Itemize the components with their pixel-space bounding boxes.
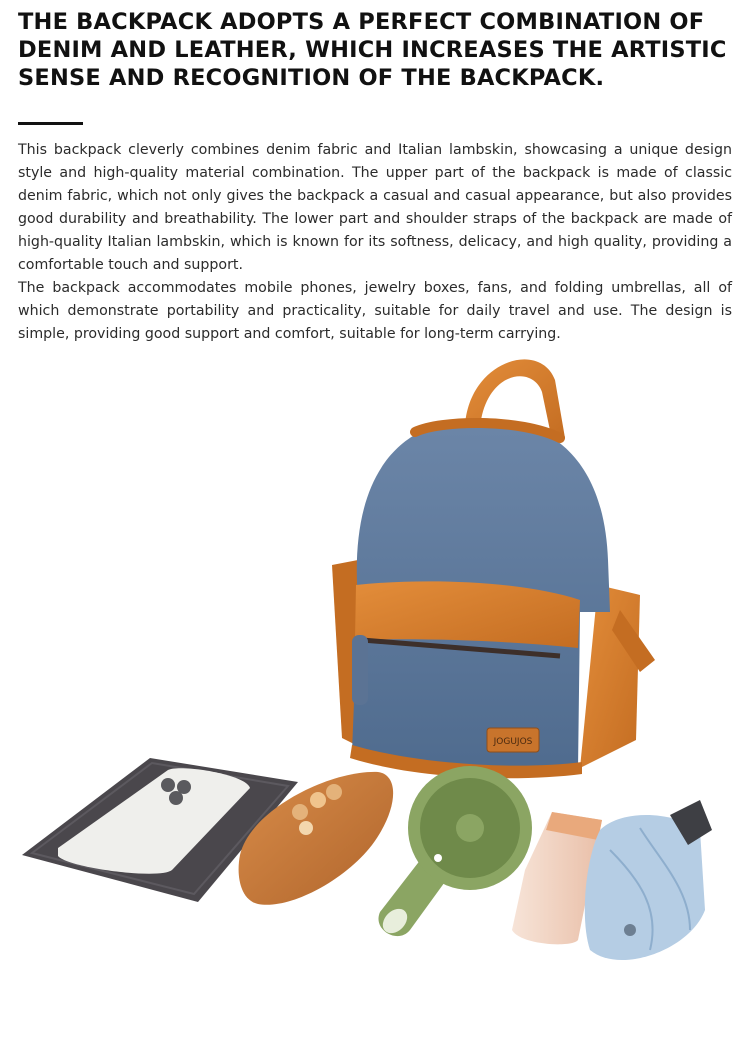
backpack: [332, 359, 655, 778]
folding-umbrella: [585, 800, 712, 960]
phone-camera-1: [161, 778, 175, 792]
jewelry-box-charm-1: [292, 804, 308, 820]
backpack-side-panel-right: [580, 585, 640, 768]
handheld-fan: [378, 766, 532, 938]
phone-camera-3: [169, 791, 183, 805]
brand-label-text: JOGUJOS: [493, 737, 533, 747]
description-paragraph-2: The backpack accommodates mobile phones, jewelry boxes, fans, and folding umbrellas, all of which demonstrate portability and practicality, suitable for daily travel and use. The design is simple, providing good support and comfort, suitable for long-term carrying.: [18, 280, 732, 342]
backpack-leather-pocket-flap: [355, 581, 580, 648]
fan-hub: [456, 814, 484, 842]
description-paragraph-1: This backpack cleverly combines denim fabric and Italian lambskin, showcasing a unique design style and high-quality material combination. The upper part of the backpack is made of classic denim fabric, which not only gives the backpack a casual and casual appearance, but also provides good durability and breathability. The lower part and shoulder straps of the backpack are made of high-quality Italian lambskin, which is known for its softness, delicacy, and high quality, providing a comfortable touch and support.: [18, 142, 732, 273]
jewelry-box-charm-2: [310, 792, 326, 808]
headline-divider: [18, 122, 83, 125]
backpack-zipper-pull: [352, 635, 368, 705]
jewelry-box-charm-4: [299, 821, 313, 835]
umbrella-tip: [624, 924, 636, 936]
fan-power-button: [434, 854, 442, 862]
page-headline: THE BACKPACK ADOPTS A PERFECT COMBINATION OF DENIM AND LEATHER, WHICH INCREASES THE ARTISTIC SENSE AND RECOGNITION OF THE BACKPACK.: [18, 9, 727, 91]
product-photo: [0, 340, 750, 1059]
jewelry-box-charm-3: [326, 784, 342, 800]
product-description: [18, 139, 732, 346]
